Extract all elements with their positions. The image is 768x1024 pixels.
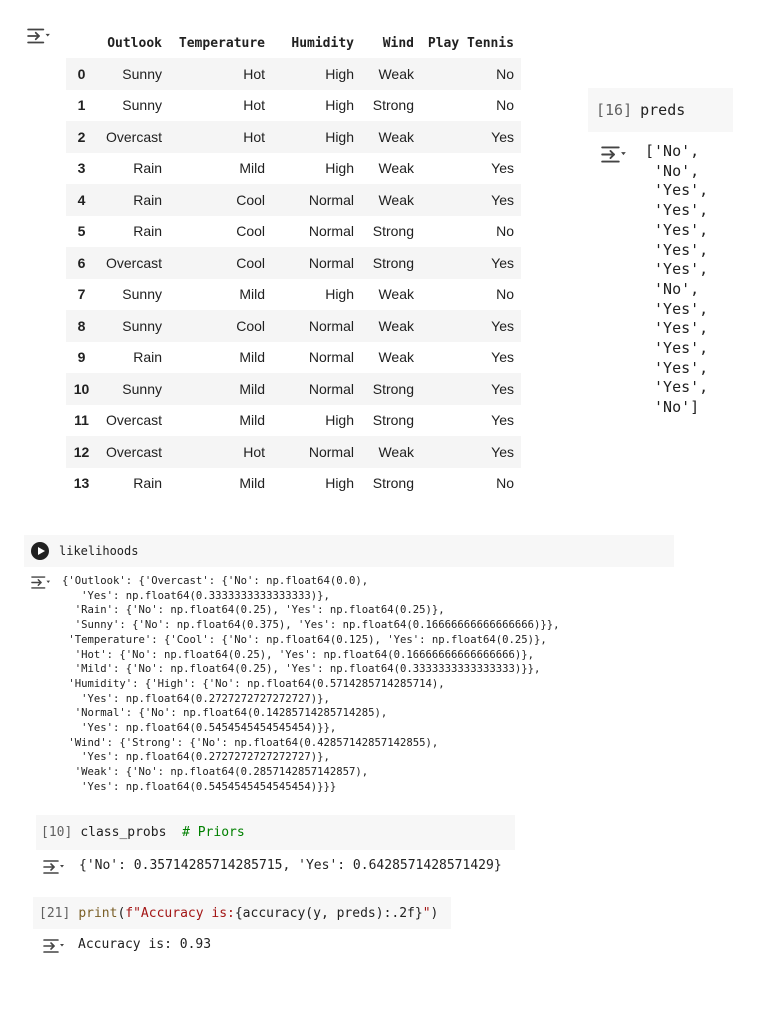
table-row bbox=[66, 58, 521, 90]
row-index: 1 bbox=[77, 97, 86, 114]
table-cell: Mild bbox=[239, 412, 265, 429]
table-cell: Yes bbox=[491, 128, 514, 145]
table-cell: Weak bbox=[378, 443, 414, 460]
table-cell: Yes bbox=[491, 254, 514, 271]
code-cell-preds[interactable] bbox=[588, 88, 733, 132]
table-cell: Normal bbox=[308, 380, 354, 397]
table-cell: Cool bbox=[236, 317, 265, 334]
table-cell: Mild bbox=[239, 380, 265, 397]
table-cell: Rain bbox=[133, 475, 162, 492]
table-cell: High bbox=[325, 160, 354, 177]
table-row bbox=[66, 373, 521, 405]
output-toggle-icon[interactable] bbox=[43, 938, 65, 954]
output-toggle-icon[interactable] bbox=[601, 145, 627, 164]
table-row bbox=[66, 90, 521, 122]
table-cell: High bbox=[325, 286, 354, 303]
execution-count: [10] bbox=[41, 825, 73, 840]
table-cell: Yes bbox=[491, 317, 514, 334]
code-cell-accuracy[interactable] bbox=[33, 897, 451, 929]
row-index: 7 bbox=[77, 286, 86, 303]
row-index: 13 bbox=[73, 475, 90, 492]
table-cell: Sunny bbox=[122, 97, 162, 114]
table-cell: Weak bbox=[378, 317, 414, 334]
column-header: Humidity bbox=[272, 28, 361, 58]
table-cell: Weak bbox=[378, 160, 414, 177]
output-toggle-icon[interactable] bbox=[43, 859, 65, 875]
table-cell: Strong bbox=[372, 475, 414, 492]
row-index: 5 bbox=[77, 223, 86, 240]
code-string: " bbox=[422, 905, 431, 921]
output-toggle-icon[interactable] bbox=[31, 575, 51, 590]
table-cell: High bbox=[325, 65, 354, 82]
table-cell: Yes bbox=[491, 191, 514, 208]
table-cell: Normal bbox=[308, 443, 354, 460]
row-index: 6 bbox=[77, 254, 86, 271]
table-cell: Normal bbox=[308, 191, 354, 208]
table-cell: Yes bbox=[491, 380, 514, 397]
table-cell: Strong bbox=[372, 97, 414, 114]
code-string: f"Accuracy is: bbox=[125, 905, 235, 921]
code-text: preds bbox=[640, 101, 686, 119]
table-cell: Sunny bbox=[122, 380, 162, 397]
cell-output-accuracy: Accuracy is: 0.93 bbox=[78, 937, 212, 952]
table-cell: Normal bbox=[308, 223, 354, 240]
table-cell: Sunny bbox=[122, 286, 162, 303]
table-cell: Overcast bbox=[105, 128, 162, 145]
table-cell: No bbox=[496, 286, 514, 303]
table-cell: Weak bbox=[378, 286, 414, 303]
table-cell: Hot bbox=[243, 128, 265, 145]
table-cell: Normal bbox=[308, 254, 354, 271]
code-expression: {accuracy(y, preds):.2f} bbox=[234, 905, 423, 921]
row-index: 4 bbox=[77, 191, 86, 208]
table-cell: Rain bbox=[133, 160, 162, 177]
table-row bbox=[66, 436, 521, 468]
code-text: class_probs bbox=[80, 825, 167, 840]
table-body bbox=[66, 58, 521, 499]
table-header-row bbox=[66, 28, 521, 58]
table-cell: High bbox=[325, 412, 354, 429]
table-cell: No bbox=[496, 223, 514, 240]
code-text: likelihoods bbox=[59, 544, 139, 558]
table-cell: Weak bbox=[378, 349, 414, 366]
table-cell: Yes bbox=[491, 412, 514, 429]
table-cell: No bbox=[496, 97, 514, 114]
table-row bbox=[66, 247, 521, 279]
code-cell-likelihoods[interactable] bbox=[24, 535, 674, 567]
table-cell: Rain bbox=[133, 191, 162, 208]
table-cell: Yes bbox=[491, 443, 514, 460]
row-index: 3 bbox=[77, 160, 86, 177]
table-cell: Rain bbox=[133, 223, 162, 240]
column-header bbox=[66, 28, 97, 58]
column-header: Outlook bbox=[97, 28, 169, 58]
table-cell: High bbox=[325, 128, 354, 145]
table-cell: Cool bbox=[236, 254, 265, 271]
row-index: 11 bbox=[74, 412, 89, 429]
code-paren: ) bbox=[430, 905, 439, 921]
table-cell: Weak bbox=[378, 65, 414, 82]
table-row bbox=[66, 468, 521, 500]
table-cell: Strong bbox=[372, 254, 414, 271]
code-function: print bbox=[78, 905, 118, 921]
cell-output-preds: ['No', 'No', 'Yes', 'Yes', 'Yes', 'Yes', 'Yes', 'No', 'Yes', 'Yes', 'Yes', 'Yes', 'Yes', 'No'] bbox=[645, 142, 709, 417]
code-cell-class-probs[interactable] bbox=[36, 815, 515, 850]
table-cell: Yes bbox=[491, 349, 514, 366]
table-cell: Cool bbox=[236, 191, 265, 208]
table-row bbox=[66, 216, 521, 248]
table-cell: Overcast bbox=[105, 443, 162, 460]
table-cell: Strong bbox=[372, 380, 414, 397]
table-cell: Sunny bbox=[122, 65, 162, 82]
table-cell: Mild bbox=[239, 160, 265, 177]
table-cell: Yes bbox=[491, 160, 514, 177]
table-cell: Overcast bbox=[105, 412, 162, 429]
table-cell: Weak bbox=[378, 191, 414, 208]
row-index: 12 bbox=[73, 443, 90, 460]
table-cell: Mild bbox=[239, 349, 265, 366]
table-cell: Strong bbox=[372, 412, 414, 429]
table-cell: Cool bbox=[236, 223, 265, 240]
table-cell: Mild bbox=[239, 286, 265, 303]
row-index: 2 bbox=[77, 128, 86, 145]
table-row bbox=[66, 405, 521, 437]
run-cell-icon[interactable] bbox=[31, 542, 49, 560]
table-cell: Weak bbox=[378, 128, 414, 145]
table-row bbox=[66, 279, 521, 311]
table-cell: Sunny bbox=[122, 317, 162, 334]
table-cell: Overcast bbox=[105, 254, 162, 271]
table-cell: Strong bbox=[372, 223, 414, 240]
row-index: 8 bbox=[77, 317, 86, 334]
table-cell: High bbox=[325, 97, 354, 114]
table-row bbox=[66, 121, 521, 153]
output-toggle-icon[interactable] bbox=[27, 27, 51, 45]
table-row bbox=[66, 310, 521, 342]
row-index: 0 bbox=[77, 65, 86, 82]
table-row bbox=[66, 342, 521, 374]
table-cell: Normal bbox=[308, 317, 354, 334]
table-cell: Normal bbox=[308, 349, 354, 366]
execution-count: [16] bbox=[596, 101, 633, 119]
table-row bbox=[66, 153, 521, 185]
cell-output-likelihoods: {'Outlook': {'Overcast': {'No': np.float64(0.0), 'Yes': np.float64(0.3333333333333333)}, 'Rain': {'No': np.float64(0.25), 'Yes': np.float64(0.25)}, 'Sunny': {'No': np.float64(0.375), 'Yes': np.float64(0.16666666666666666)}}, 'Temperature': {'Cool': {'No': np.float64(0.125), 'Yes': np.float64(0.25)}, 'Hot': {'No': np.float64(0.25), 'Yes': np.float64(0.16666666666666666)}, 'Mild': {'No': np.float64(0.25), 'Yes': np.float64(0.3333333333333333)}}, 'Humidity': {'High': {'No': np.float64(0.5714285714285714), 'Yes': np.float64(0.2727272727272727)}, 'Normal': {'No': np.float64(0.14285714285714285), 'Yes': np.float64(0.5454545454545454)}}, 'Wind': {'Strong': {'No': np.float64(0.42857142857142855), 'Yes': np.float64(0.2727272727272727)}, 'Weak': {'No': np.float64(0.2857142857142857), 'Yes': np.float64(0.5454545454545454)}}} bbox=[62, 575, 560, 793]
table-cell: Hot bbox=[243, 65, 265, 82]
row-index: 10 bbox=[73, 380, 90, 397]
column-header: Wind bbox=[361, 28, 421, 58]
table-cell: High bbox=[325, 475, 354, 492]
table-cell: No bbox=[496, 475, 514, 492]
cell-output-class-probs: {'No': 0.35714285714285715, 'Yes': 0.6428571428571429} bbox=[79, 858, 502, 873]
row-index: 9 bbox=[77, 349, 86, 366]
dataframe-table bbox=[66, 28, 521, 499]
table-cell: Mild bbox=[239, 475, 265, 492]
column-header: Temperature bbox=[169, 28, 272, 58]
code-paren: ( bbox=[117, 905, 126, 921]
execution-count: [21] bbox=[39, 905, 71, 921]
code-comment: # Priors bbox=[182, 825, 245, 840]
table-cell: Hot bbox=[243, 97, 265, 114]
table-cell: Hot bbox=[243, 443, 265, 460]
table-cell: Rain bbox=[133, 349, 162, 366]
table-row bbox=[66, 184, 521, 216]
column-header: Play Tennis bbox=[421, 28, 521, 58]
table-cell: No bbox=[496, 65, 514, 82]
